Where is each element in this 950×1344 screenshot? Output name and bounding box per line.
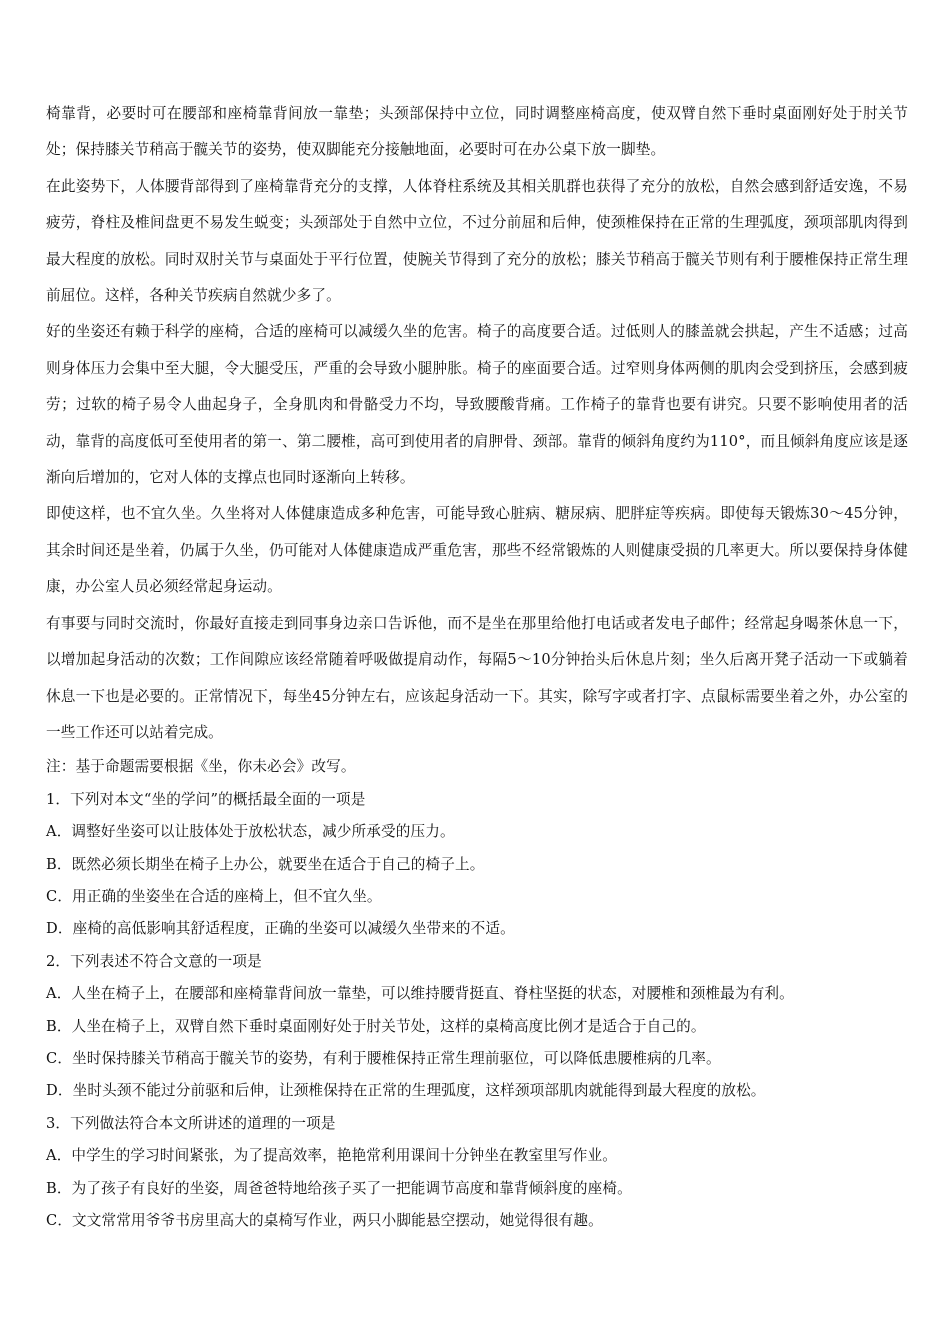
paragraph-scientific-chair: 好的坐姿还有赖于科学的座椅，合适的座椅可以减缓久坐的危害。椅子的高度要合适。过低则人的膝盖就会拱起，产生不适感；过高则身体压力会集中至大腿，令大腿受压，严重的会导致小腿肿胀。椅子的座面要合适。过窄则身体两侧的肌肉会受到挤压，会感到疲劳；过软的椅子易令人曲起身子，全身肌肉和骨骼受力不均，导致腰酸背痛。工作椅子的靠背也要有讲究。只要不影响使用者的活动，靠背的高度低可至使用者的第一、第二腰椎，高可到使用者的肩胛骨、颈部。靠背的倾斜角度约为110°，而且倾斜角度应该是逐渐向后增加的，它对人体的支撑点也同时逐渐向上转移。 — [46, 323, 908, 487]
option-a: A．人坐在椅子上，在腰部和座椅靠背间放一靠垫，可以维持腰背挺直、脊柱坚挺的状态，对腰椎和颈椎最为有利。 — [46, 985, 794, 1003]
option-b: B．为了孩子有良好的坐姿，周爸爸特地给孩子买了一把能调节高度和靠背倾斜度的座椅。 — [46, 1179, 632, 1197]
question-3 — [46, 1108, 908, 1238]
option-b: B．人坐在椅子上，双臂自然下垂时桌面刚好处于肘关节处，这样的桌椅高度比例才是适合于自己的。 — [46, 1017, 706, 1035]
paragraph-posture-benefits: 在此姿势下，人体腰背部得到了座椅靠背充分的支撑，人体脊柱系统及其相关肌群也获得了充分的放松，自然会感到舒适安逸，不易疲劳，脊柱及椎间盘更不易发生蜕变；头颈部处于自然中立位，不过分前屈和后伸，使颈椎保持在正常的生理弧度，颈项部肌肉得到最大程度的放松。同时双肘关节与桌面处于平行位置，使腕关节得到了充分的放松；膝关节稍高于髋关节则有利于腰椎保持正常生理前屈位。这样，各种关节疾病自然就少多了。 — [46, 177, 908, 305]
option-d: D．座椅的高低影响其舒适程度，正确的坐姿可以减缓久坐带来的不适。 — [46, 920, 515, 938]
question-stem: 3．下列做法符合本文所讲述的道理的一项是 — [46, 1114, 336, 1132]
option-d: D．坐时头颈不能过分前驱和后伸，让颈椎保持在正常的生理弧度，这样颈项部肌肉就能得到最大程度的放松。 — [46, 1082, 766, 1100]
document-page — [46, 96, 908, 1237]
paragraph-sitting-too-long: 即使这样，也不宜久坐。久坐将对人体健康造成多种危害，可能导致心脏病、糖尿病、肥胖症等疾病。即使每天锻炼30～45分钟，其余时间还是坐着，仍属于久坐，仍可能对人体健康造成严重危害，那些不经常锻炼的人则健康受损的几率更大。所以要保持身体健康，办公室人员必须经常起身运动。 — [46, 505, 908, 596]
question-stem: 1．下列对本文“坐的学问”的概括最全面的一项是 — [46, 790, 366, 808]
question-1 — [46, 784, 908, 946]
paragraph-office-advice: 有事要与同时交流时，你最好直接走到同事身边亲口告诉他，而不是坐在那里给他打电话或者发电子邮件；经常起身喝茶休息一下，以增加起身活动的次数；工作间隙应该经常随着呼吸做提肩动作，每隔5～10分钟抬头后休息片刻；坐久后离开凳子活动一下或躺着休息一下也是必要的。正常情况下，每坐45分钟左右，应该起身活动一下。其实，除写字或者打字、点鼠标需要坐着之外，办公室的一些工作还可以站着完成。 — [46, 614, 908, 741]
option-c: C．坐时保持膝关节稍高于髋关节的姿势，有利于腰椎保持正常生理前驱位，可以降低患腰椎病的几率。 — [46, 1049, 721, 1067]
source-note: 注：基于命题需要根据《坐，你未必会》改写。 — [46, 758, 356, 776]
paragraph-chair-posture: 椅靠背，必要时可在腰部和座椅靠背间放一靠垫；头颈部保持中立位，同时调整座椅高度，使双臂自然下垂时桌面刚好处于肘关节处；保持膝关节稍高于髋关节的姿势，使双脚能充分接触地面，必要时可在办公桌下放一脚垫。 — [46, 105, 908, 159]
option-a: A．调整好坐姿可以让肢体处于放松状态，减少所承受的压力。 — [46, 823, 455, 841]
option-c: C．用正确的坐姿坐在合适的座椅上，但不宜久坐。 — [46, 887, 382, 905]
option-b: B．既然必须长期坐在椅子上办公，就要坐在适合于自己的椅子上。 — [46, 855, 485, 873]
question-stem: 2．下列表述不符合文意的一项是 — [46, 952, 262, 970]
option-c: C．文文常常用爷爷书房里高大的桌椅写作业，两只小脚能悬空摆动，她觉得很有趣。 — [46, 1212, 603, 1229]
question-2 — [46, 946, 908, 1108]
option-a: A．中学生的学习时间紧张，为了提高效率，艳艳常利用课间十分钟坐在教室里写作业。 — [46, 1147, 617, 1165]
